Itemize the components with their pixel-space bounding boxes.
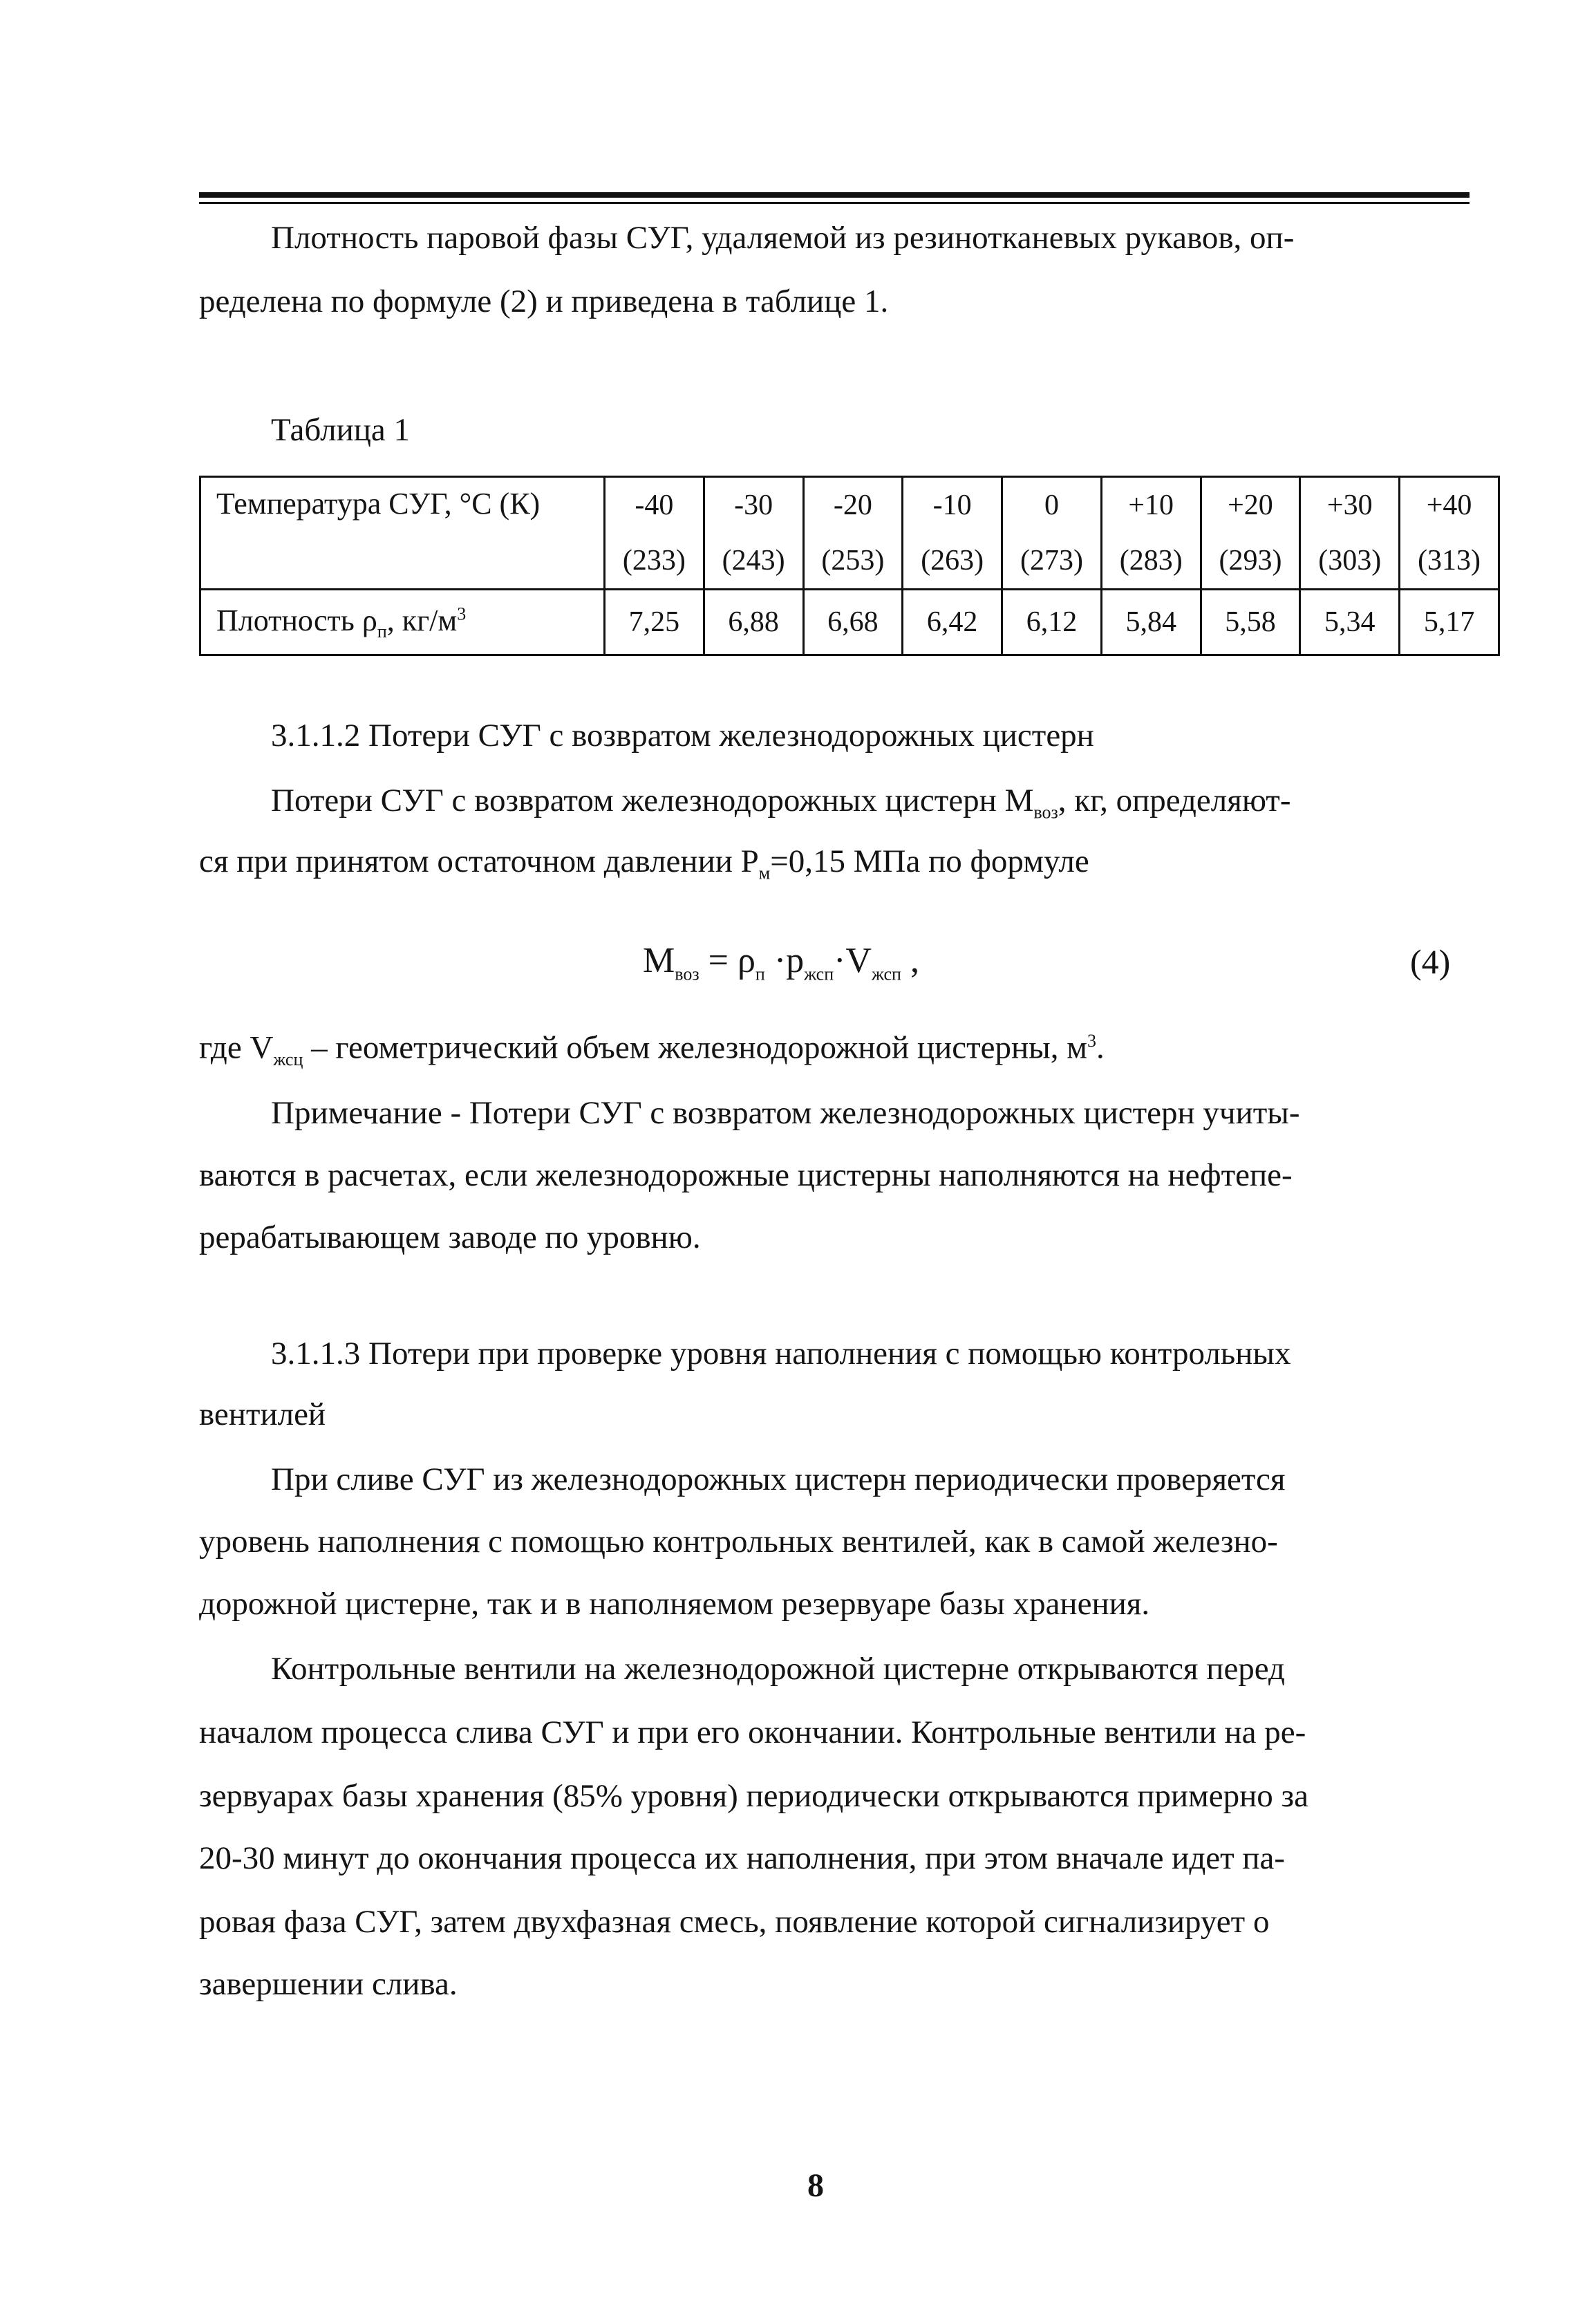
- page-number: 8: [807, 2167, 824, 2204]
- table-caption: Таблица 1: [271, 412, 411, 448]
- density-label: [200, 590, 605, 655]
- density-cell: 6,12: [1002, 590, 1102, 655]
- density-table: [199, 476, 1500, 656]
- note-line-1: Примечание - Потери СУГ с возвратом железнодорожных цистерн учиты-: [271, 1095, 1300, 1131]
- where-line: где $V_{жсц}$ – геометрический объем железнодорожной цистерны, $м^3$.: [199, 1029, 1105, 1070]
- section-313-p1-line-3: дорожной цистерне, так и в наполняемом резервуаре базы хранения.: [199, 1586, 1150, 1622]
- temp-cell: -30: [704, 477, 803, 534]
- density-label-sub: п: [377, 621, 387, 642]
- header-rule-thick: [199, 192, 1470, 198]
- density-cell: 5,34: [1300, 590, 1400, 655]
- kelvin-cell: (243): [704, 533, 803, 590]
- note-line-2: ваются в расчетах, если железнодорожные цистерны наполняются на нефтепе-: [199, 1157, 1293, 1193]
- intro-line-2: ределена по формуле (2) и приведена в таблице 1.: [199, 283, 889, 319]
- section-313-p2-line-1: Контрольные вентили на железнодорожной цистерне открываются перед: [271, 1651, 1285, 1687]
- formula-4: $М_{воз} = \rho_п \cdot р_{жсп}\cdot V_{жсп}$ ,: [643, 941, 919, 984]
- intro-line-1: Плотность паровой фазы СУГ, удаляемой из резинотканевых рукавов, оп-: [271, 220, 1295, 256]
- temp-cell: -20: [803, 477, 903, 534]
- density-cell: 6,42: [903, 590, 1002, 655]
- temp-cell: -40: [605, 477, 704, 534]
- section-312-para-line-1: Потери СУГ с возвратом железнодорожных цистерн $М_{воз}$, кг, определяют-: [271, 783, 1291, 823]
- section-312-heading: 3.1.1.2 Потери СУГ с возвратом железнодорожных цистерн: [271, 718, 1094, 754]
- section-313-p1-line-1: При сливе СУГ из железнодорожных цистерн периодически проверяется: [271, 1461, 1286, 1497]
- temp-cell: +20: [1201, 477, 1300, 534]
- density-label-text: Плотность ρ: [216, 603, 377, 637]
- density-label-sup: 3: [457, 603, 467, 624]
- temp-cell: +30: [1300, 477, 1400, 534]
- temp-cell: +10: [1101, 477, 1201, 534]
- section-313-p1-line-2: уровень наполнения с помощью контрольных вентилей, как в самой железно-: [199, 1524, 1278, 1560]
- section-313-p2-line-3: зервуарах базы хранения (85% уровня) периодически открываются примерно за: [199, 1778, 1308, 1814]
- section-312-para-line-2: ся при принятом остаточном давлении $Р_м=0,15$ МПа по формуле: [199, 843, 1089, 883]
- kelvin-cell: (313): [1400, 533, 1499, 590]
- kelvin-cell: (303): [1300, 533, 1400, 590]
- density-label-unit: , кг/м: [386, 603, 458, 637]
- section-313-p2-line-2: началом процесса слива СУГ и при его окончании. Контрольные вентили на ре-: [199, 1714, 1306, 1750]
- density-cell: 6,68: [803, 590, 903, 655]
- section-313-p2-line-5: ровая фаза СУГ, затем двухфазная смесь, появление которой сигнализирует о: [199, 1904, 1270, 1940]
- section-313-p2-line-4: 20-30 минут до окончания процесса их наполнения, при этом вначале идет па-: [199, 1840, 1286, 1876]
- kelvin-cell: (263): [903, 533, 1002, 590]
- density-cell: 5,17: [1400, 590, 1499, 655]
- kelvin-cell: (293): [1201, 533, 1300, 590]
- density-cell: 6,88: [704, 590, 803, 655]
- temp-cell: +40: [1400, 477, 1499, 534]
- density-cell: 5,84: [1101, 590, 1201, 655]
- kelvin-cell: (233): [605, 533, 704, 590]
- density-cell: 7,25: [605, 590, 704, 655]
- density-cell: 5,58: [1201, 590, 1300, 655]
- section-313-heading-line-1: 3.1.1.3 Потери при проверке уровня наполнения с помощью контрольных: [271, 1336, 1291, 1372]
- kelvin-cell: (253): [803, 533, 903, 590]
- kelvin-cell: (283): [1101, 533, 1201, 590]
- temp-cell: 0: [1002, 477, 1102, 534]
- temperature-label: Температура СУГ, °С (К): [200, 477, 605, 590]
- section-313-p2-line-6: завершении слива.: [199, 1966, 458, 2002]
- header-rule-thin: [199, 202, 1470, 204]
- table-row-temperature: [200, 477, 1499, 534]
- section-313-heading-line-2: вентилей: [199, 1396, 326, 1432]
- kelvin-cell: (273): [1002, 533, 1102, 590]
- temp-cell: -10: [903, 477, 1002, 534]
- table-row-density: [200, 590, 1499, 655]
- note-line-3: рерабатывающем заводе по уровню.: [199, 1219, 701, 1255]
- formula-number: (4): [1410, 942, 1451, 981]
